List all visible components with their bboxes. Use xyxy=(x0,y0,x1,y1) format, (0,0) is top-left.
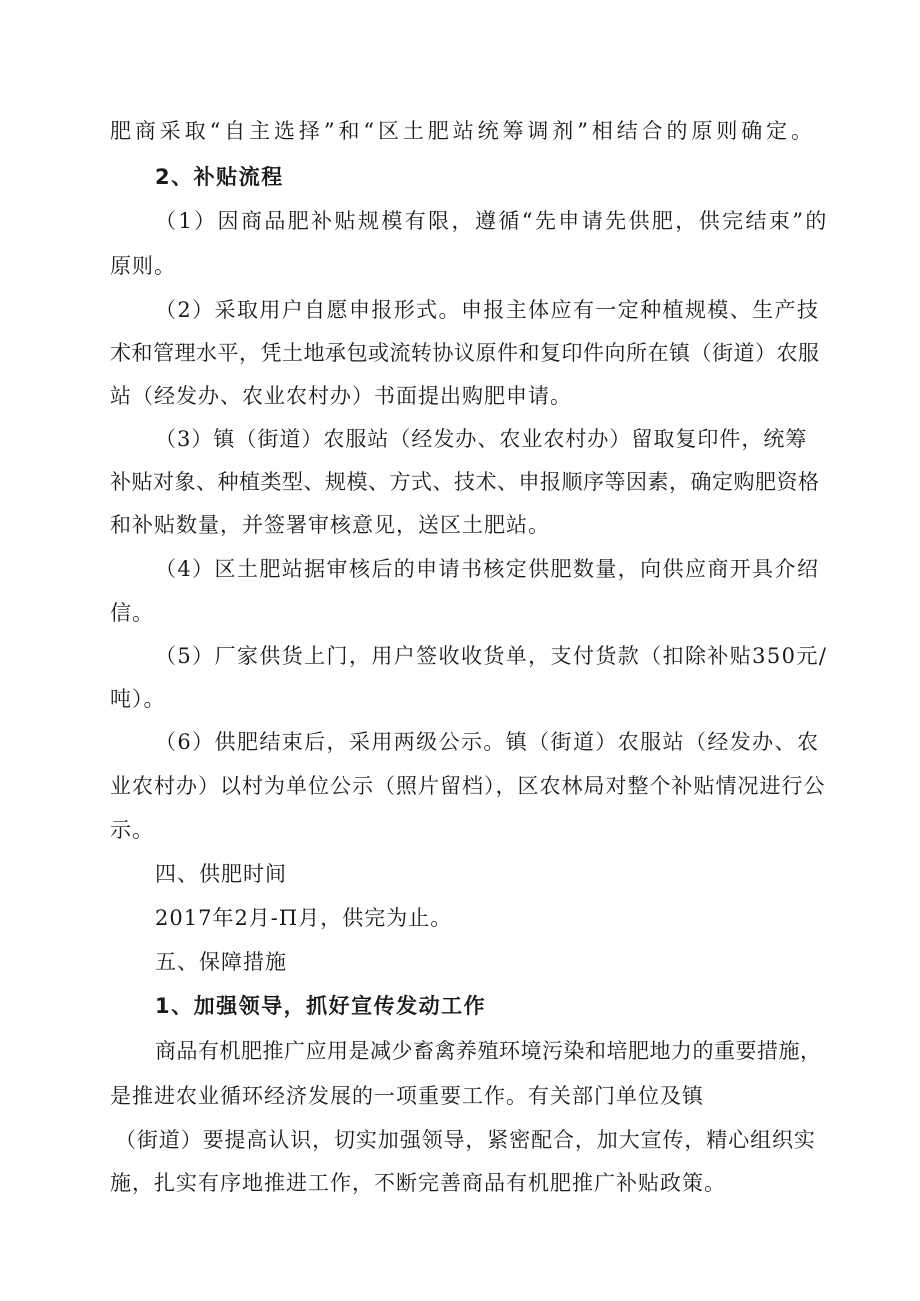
text-line: （4）区土肥站据审核后的申请书核定供肥数量，向供应商开具介绍 xyxy=(155,557,820,581)
text-line: 原则。 xyxy=(110,254,176,278)
text-line: 吨）。 xyxy=(110,687,166,711)
text-line: 业农村办）以村为单位公示（照片留档），区农林局对整个补贴情况进行公 xyxy=(110,774,826,798)
text-line: （6）供肥结束后，采用两级公示。镇（街道）农服站（经发办、农 xyxy=(155,730,820,754)
text-line: 术和管理水平，凭土地承包或流转协议原件和复印件向所在镇（街道）农服 xyxy=(110,341,820,365)
text-line: 信。 xyxy=(110,601,154,625)
text-line: （5）厂家供货上门，用户签收收货单，支付货款（扣除补贴350元/ xyxy=(155,644,828,668)
text-line: 商品有机肥推广应用是减少畜禽养殖环境污染和培肥地力的重要措施， xyxy=(155,1039,822,1063)
text-line: 示。 xyxy=(110,818,154,842)
text-line: 是推进农业循环经济发展的一项重要工作。有关部门单位及镇 xyxy=(110,1084,704,1108)
section-heading: 1、加强领导，抓好宣传发动工作 xyxy=(155,994,487,1018)
text-line: （2）采取用户自愿申报形式。申报主体应有一定种植规模、生产技 xyxy=(155,298,820,322)
text-line: 补贴对象、种植类型、规模、方式、技术、申报顺序等因素，确定购肥资格 xyxy=(110,470,820,494)
section-heading: 2、补贴流程 xyxy=(155,165,284,189)
text-line: 和补贴数量，并签署审核意见，送区土肥站。 xyxy=(110,513,550,537)
text-line: 施，扎实有序地推进工作，不断完善商品有机肥推广补贴政策。 xyxy=(110,1171,726,1195)
text-line: （3）镇（街道）农服站（经发办、农业农村办）留取复印件，统筹 xyxy=(155,427,808,451)
section-heading: 四、供肥时间 xyxy=(155,862,287,886)
text-line: 2017年2月-Π月，供完为止。 xyxy=(155,906,453,930)
text-line: 站（经发办、农业农村办）书面提出购肥申请。 xyxy=(110,384,572,408)
section-heading: 五、保障措施 xyxy=(155,950,287,974)
text-line: （1）因商品肥补贴规模有限，遵循“先申请先供肥，供完结束”的 xyxy=(155,209,829,233)
text-line: （街道）要提高认识，切实加强领导，紧密配合，加大宣传，精心组织实 xyxy=(115,1128,816,1152)
text-line: 肥商采取“自主选择”和“区土肥站统筹调剂”相结合的原则确定。 xyxy=(110,119,816,143)
